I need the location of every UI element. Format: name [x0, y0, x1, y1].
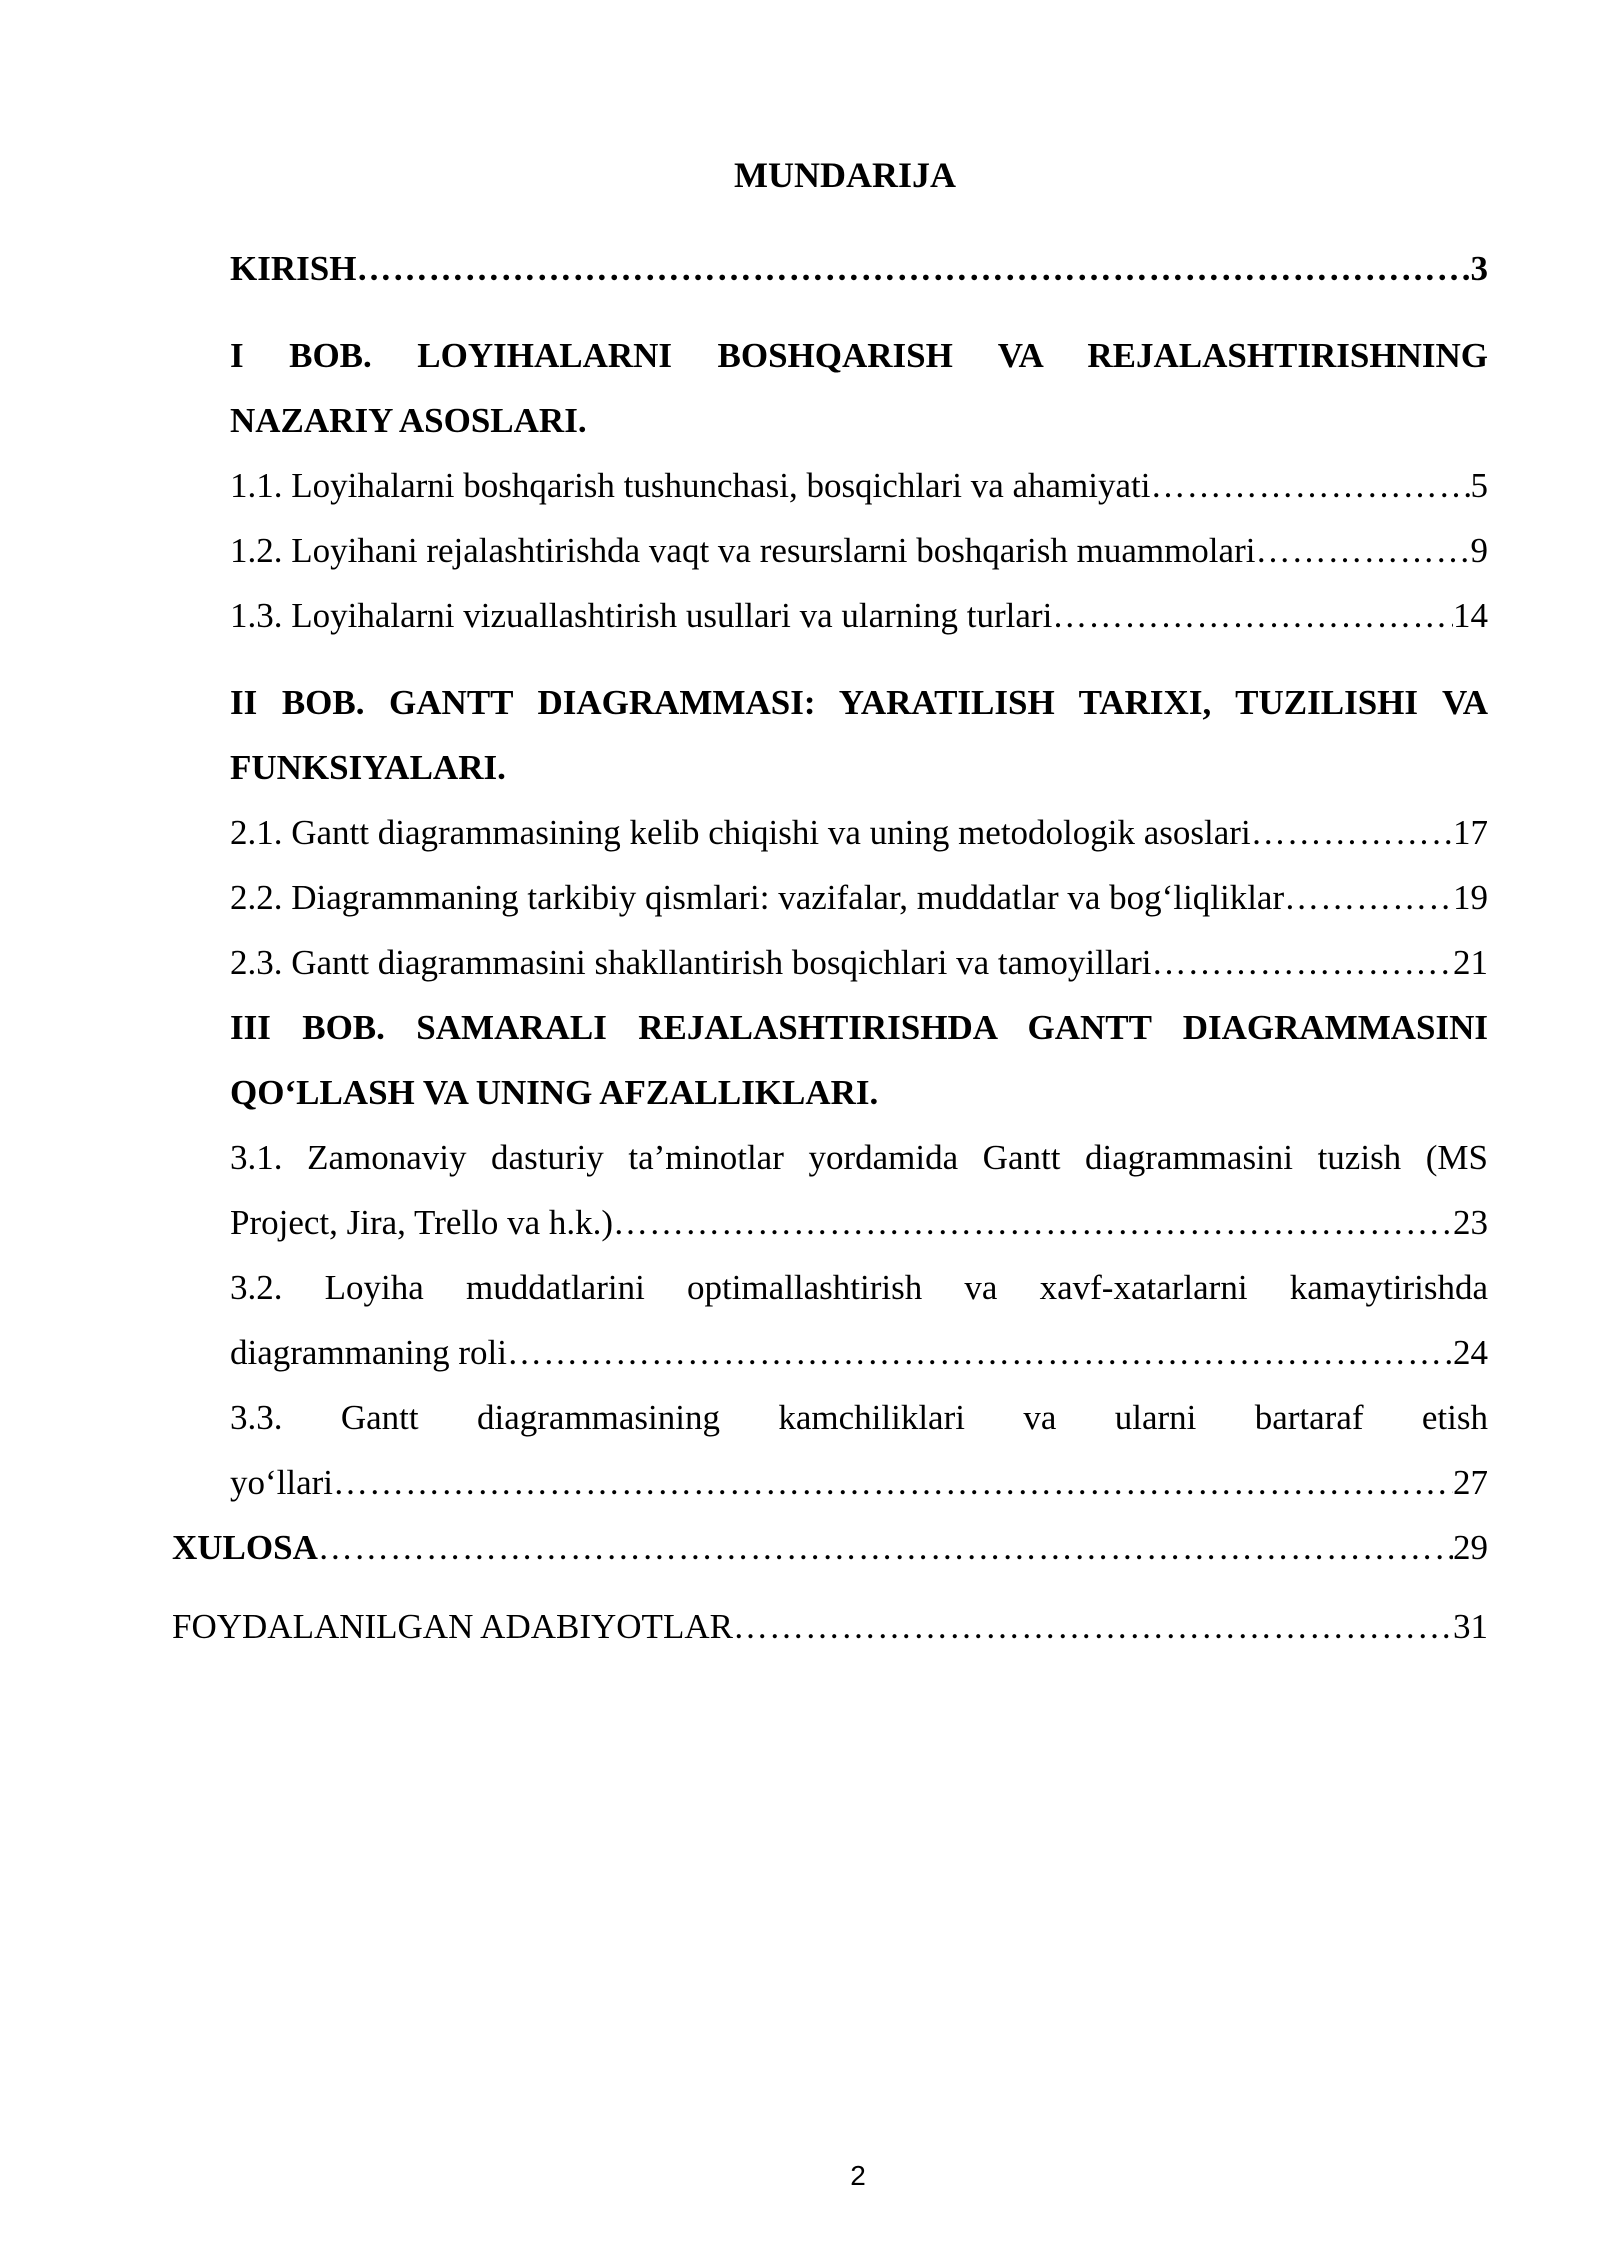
page-title: MUNDARIJA [734, 155, 956, 195]
toc-entry-2-3[interactable] [172, 930, 1488, 995]
toc-leader-dots [318, 1515, 1453, 1580]
toc-chapter-2-line1[interactable]: II BOB. GANTT DIAGRAMMASI: YARATILISH TARIXI, TUZILISHI VA [230, 683, 1488, 722]
table-of-contents [172, 236, 1488, 1659]
toc-entry-label: yo‘llari [230, 1463, 334, 1502]
toc-entry-3-3-line1[interactable]: 3.3. Gantt diagrammasining kamchiliklari va ularni bartaraf etish [230, 1398, 1488, 1437]
toc-page-number: .3 [1461, 249, 1488, 288]
toc-leader-dots [1151, 453, 1471, 518]
toc-leader-dots [1284, 865, 1453, 930]
toc-page-number: 17 [1453, 813, 1488, 852]
toc-entry-label: 1.3. Loyihalarni vizuallashtirish usullari va ularning turlari [230, 596, 1053, 635]
toc-entry-label: 2.3. Gantt diagrammasini shakllantirish bosqichlari va tamoyillari [230, 943, 1152, 982]
toc-page-number: 14 [1453, 596, 1488, 635]
toc-page-number: 31 [1453, 1607, 1488, 1646]
toc-page-number: 27 [1453, 1463, 1488, 1502]
toc-entry-3-2[interactable] [172, 1320, 1488, 1385]
toc-entry-label: diagrammaning roli [230, 1333, 508, 1372]
toc-leader-dots [1251, 800, 1453, 865]
toc-leader-dots [1052, 583, 1453, 648]
toc-leader-dots [1255, 518, 1470, 583]
toc-chapter-1-line1[interactable]: I BOB. LOYIHALARNI BOSHQARISH VA REJALASHTIRISHNING [230, 336, 1488, 375]
toc-entry-3-1-line1[interactable]: 3.1. Zamonaviy dasturiy ta’minotlar yordamida Gantt diagrammasini tuzish (MS [230, 1138, 1488, 1177]
toc-entry-2-2[interactable] [172, 865, 1488, 930]
toc-leader-dots [333, 1450, 1453, 1515]
toc-leader-dots [1151, 930, 1453, 995]
toc-entry-1-1[interactable] [172, 453, 1488, 518]
toc-page-number: 5 [1470, 466, 1488, 505]
toc-leader-dots [356, 236, 1461, 301]
toc-entry-1-3[interactable] [172, 583, 1488, 648]
toc-page-number: 19 [1453, 878, 1488, 917]
toc-entry-label: Project, Jira, Trello va h.k.) [230, 1203, 614, 1242]
toc-entry-kirish[interactable] [172, 236, 1488, 301]
toc-entry-label: 1.1. Loyihalarni boshqarish tushunchasi, bosqichlari va ahamiyati [230, 466, 1151, 505]
toc-entry-3-3[interactable] [172, 1450, 1488, 1515]
toc-entry-1-2[interactable] [172, 518, 1488, 583]
toc-page-number: 24 [1453, 1333, 1488, 1372]
toc-page-number: 21 [1453, 943, 1488, 982]
toc-leader-dots [507, 1320, 1453, 1385]
toc-entry-3-1[interactable] [172, 1190, 1488, 1255]
toc-page-number: 9 [1470, 531, 1488, 570]
toc-entry-label: 2.1. Gantt diagrammasining kelib chiqishi va uning metodologik asoslari [230, 813, 1251, 852]
toc-entry-adabiyotlar[interactable] [172, 1594, 1488, 1659]
toc-chapter-3-line2[interactable]: QO‘LLASH VA UNING AFZALLIKLARI. [230, 1073, 879, 1112]
toc-entry-label: FOYDALANILGAN ADABIYOTLAR [172, 1607, 733, 1646]
toc-leader-dots [733, 1594, 1453, 1659]
toc-chapter-1-line2[interactable]: NAZARIY ASOSLARI. [230, 401, 587, 440]
toc-leader-dots [613, 1190, 1453, 1255]
page-number: 2 [850, 2160, 866, 2191]
toc-page-number: 29 [1453, 1528, 1488, 1567]
toc-entry-2-1[interactable] [172, 800, 1488, 865]
toc-entry-label: 2.2. Diagrammaning tarkibiy qismlari: vazifalar, muddatlar va bog‘liqliklar [230, 878, 1285, 917]
toc-chapter-2-line2[interactable]: FUNKSIYALARI. [230, 748, 506, 787]
toc-entry-label: 1.2. Loyihani rejalashtirishda vaqt va resurslarni boshqarish muammolari [230, 531, 1256, 570]
toc-entry-label: XULOSA [172, 1528, 318, 1567]
toc-entry-3-2-line1[interactable]: 3.2. Loyiha muddatlarini optimallashtirish va xavf-xatarlarni kamaytirishda [230, 1268, 1488, 1307]
toc-chapter-3-line1[interactable]: III BOB. SAMARALI REJALASHTIRISHDA GANTT DIAGRAMMASINI [230, 1008, 1488, 1047]
toc-entry-xulosa[interactable] [172, 1515, 1488, 1580]
toc-entry-label: KIRISH [230, 249, 357, 288]
toc-page-number: 23 [1453, 1203, 1488, 1242]
